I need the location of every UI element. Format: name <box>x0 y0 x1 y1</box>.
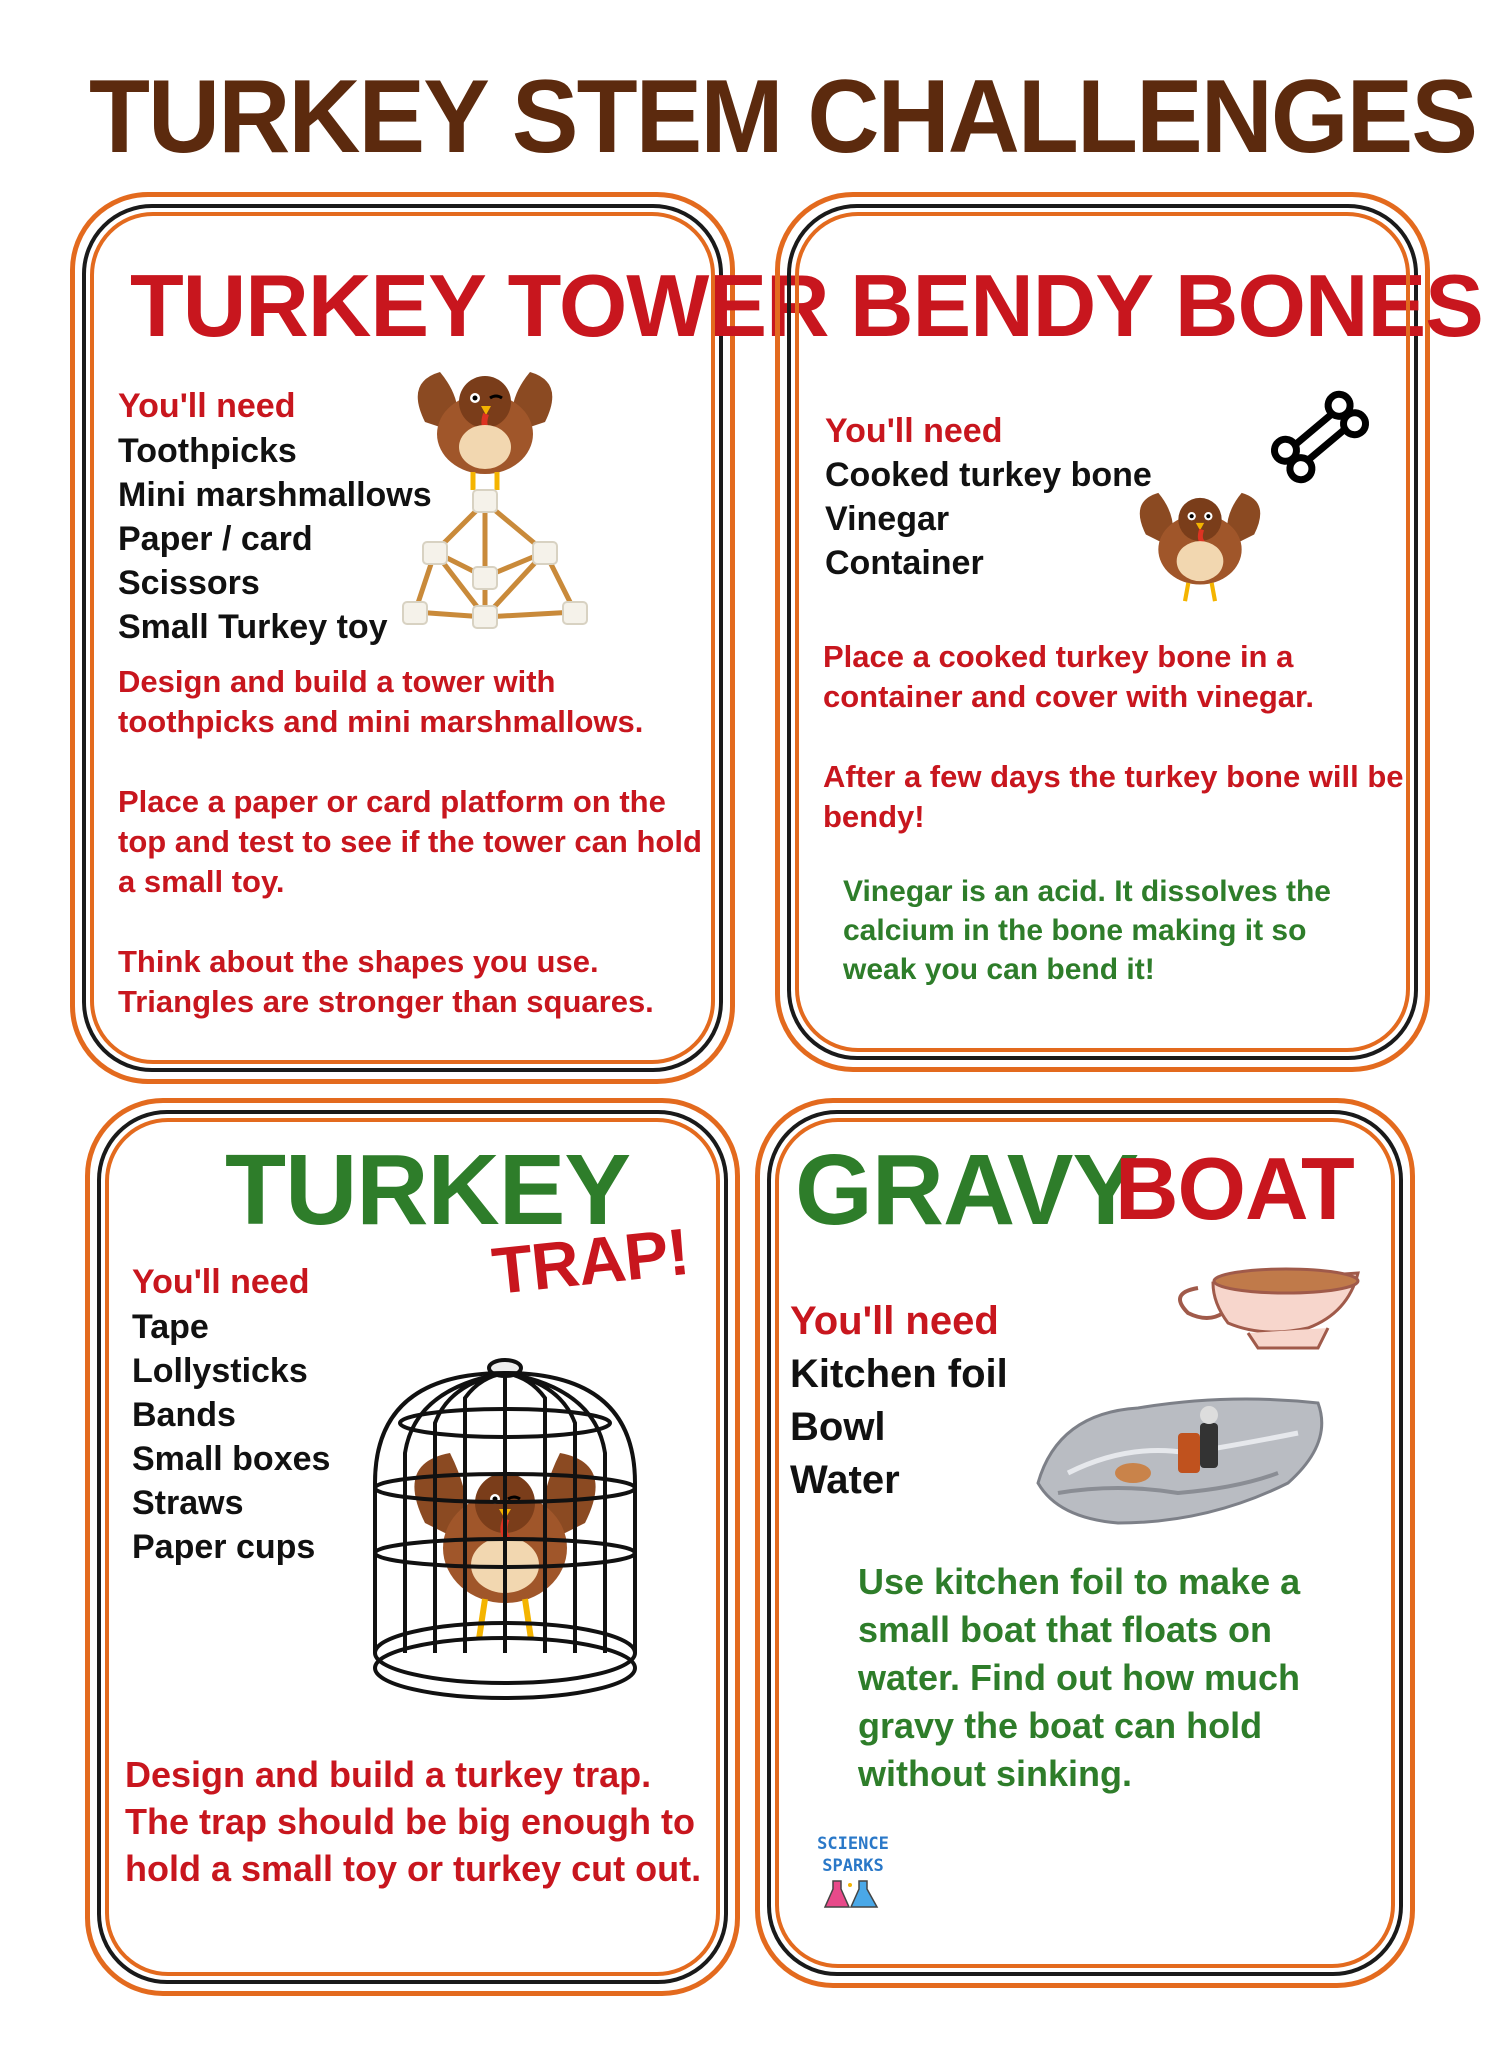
list-item: Lollysticks <box>132 1352 308 1390</box>
materials-list <box>132 1305 330 1569</box>
bone-icon <box>1265 382 1375 492</box>
card-title-line1: GRAVY <box>795 1134 1139 1246</box>
need-label: You'll need <box>118 387 296 425</box>
science-sparks-logo <box>808 1833 898 1917</box>
card-title-line1: TURKEY <box>225 1134 631 1246</box>
instruction-paragraph: Think about the shapes you use. Triangles are stronger than squares. <box>118 944 654 1019</box>
instruction-paragraph: Place a cooked turkey bone in a container and cover with vinegar. <box>823 639 1314 714</box>
need-label: You'll need <box>790 1299 999 1343</box>
need-label: You'll need <box>825 412 1003 450</box>
card-bendy-bones <box>775 192 1483 1072</box>
list-item: Toothpicks <box>118 432 297 470</box>
card-gravy-boat <box>755 1098 1415 1988</box>
list-item: Straws <box>132 1484 244 1522</box>
logo-line-1: SCIENCE <box>817 1834 889 1854</box>
list-item: Water <box>790 1458 900 1502</box>
turkey-icon <box>1125 472 1275 622</box>
science-note: Vinegar is an acid. It dissolves the calcium in the bone making it so weak you can bend it! <box>843 875 1331 986</box>
flask-icon <box>823 1877 883 1911</box>
gravy-boat-icon <box>1168 1253 1368 1363</box>
list-item: Small Turkey toy <box>118 608 388 646</box>
marshmallow-shapes <box>403 490 587 628</box>
instruction-paragraph: Design and build a tower with toothpicks and mini marshmallows. <box>118 664 644 739</box>
instruction-paragraph: Place a paper or card platform on the top and test to see if the tower can hold a small toy. <box>118 784 702 899</box>
list-item: Paper cups <box>132 1528 316 1566</box>
page-title: TURKEY STEM CHALLENGES <box>88 59 1477 175</box>
card-turkey-trap <box>85 1098 740 1996</box>
marshmallow-tower-image <box>395 362 635 632</box>
instructions <box>118 662 708 1022</box>
list-item: Scissors <box>118 564 260 602</box>
turkey-icon <box>418 372 553 490</box>
list-item: Cooked turkey bone <box>825 456 1152 494</box>
instruction-paragraph: Use kitchen foil to make a small boat that floats on water. Find out how much gravy the boat can hold without sinking. <box>858 1561 1301 1794</box>
materials-list <box>118 429 432 649</box>
card-title: TURKEY TOWER <box>130 256 829 355</box>
materials-list <box>790 1348 1008 1507</box>
card-title-line2: TRAP! <box>488 1213 692 1309</box>
materials-list <box>825 453 1152 585</box>
list-item: Container <box>825 544 984 582</box>
list-item: Bowl <box>790 1405 886 1449</box>
list-item: Paper / card <box>118 520 313 558</box>
instructions <box>823 637 1413 837</box>
list-item: Mini marshmallows <box>118 476 432 514</box>
foil-boat-image <box>1028 1373 1338 1533</box>
instruction-paragraph: Design and build a turkey trap. The trap should be big enough to hold a small toy or turkey cut out. <box>125 1754 702 1889</box>
bird-cage-icon <box>355 1353 655 1713</box>
list-item: Kitchen foil <box>790 1352 1008 1396</box>
card-turkey-tower <box>70 192 829 1084</box>
card-title-line2: BOAT <box>1115 1139 1354 1238</box>
list-item: Vinegar <box>825 500 950 538</box>
logo-line-2: SPARKS <box>822 1856 884 1876</box>
instruction-paragraph: After a few days the turkey bone will be bendy! <box>823 759 1404 834</box>
list-item: Small boxes <box>132 1440 331 1478</box>
need-label: You'll need <box>132 1263 310 1301</box>
list-item: Tape <box>132 1308 209 1346</box>
list-item: Bands <box>132 1396 236 1434</box>
card-title: BENDY BONES <box>850 256 1483 355</box>
